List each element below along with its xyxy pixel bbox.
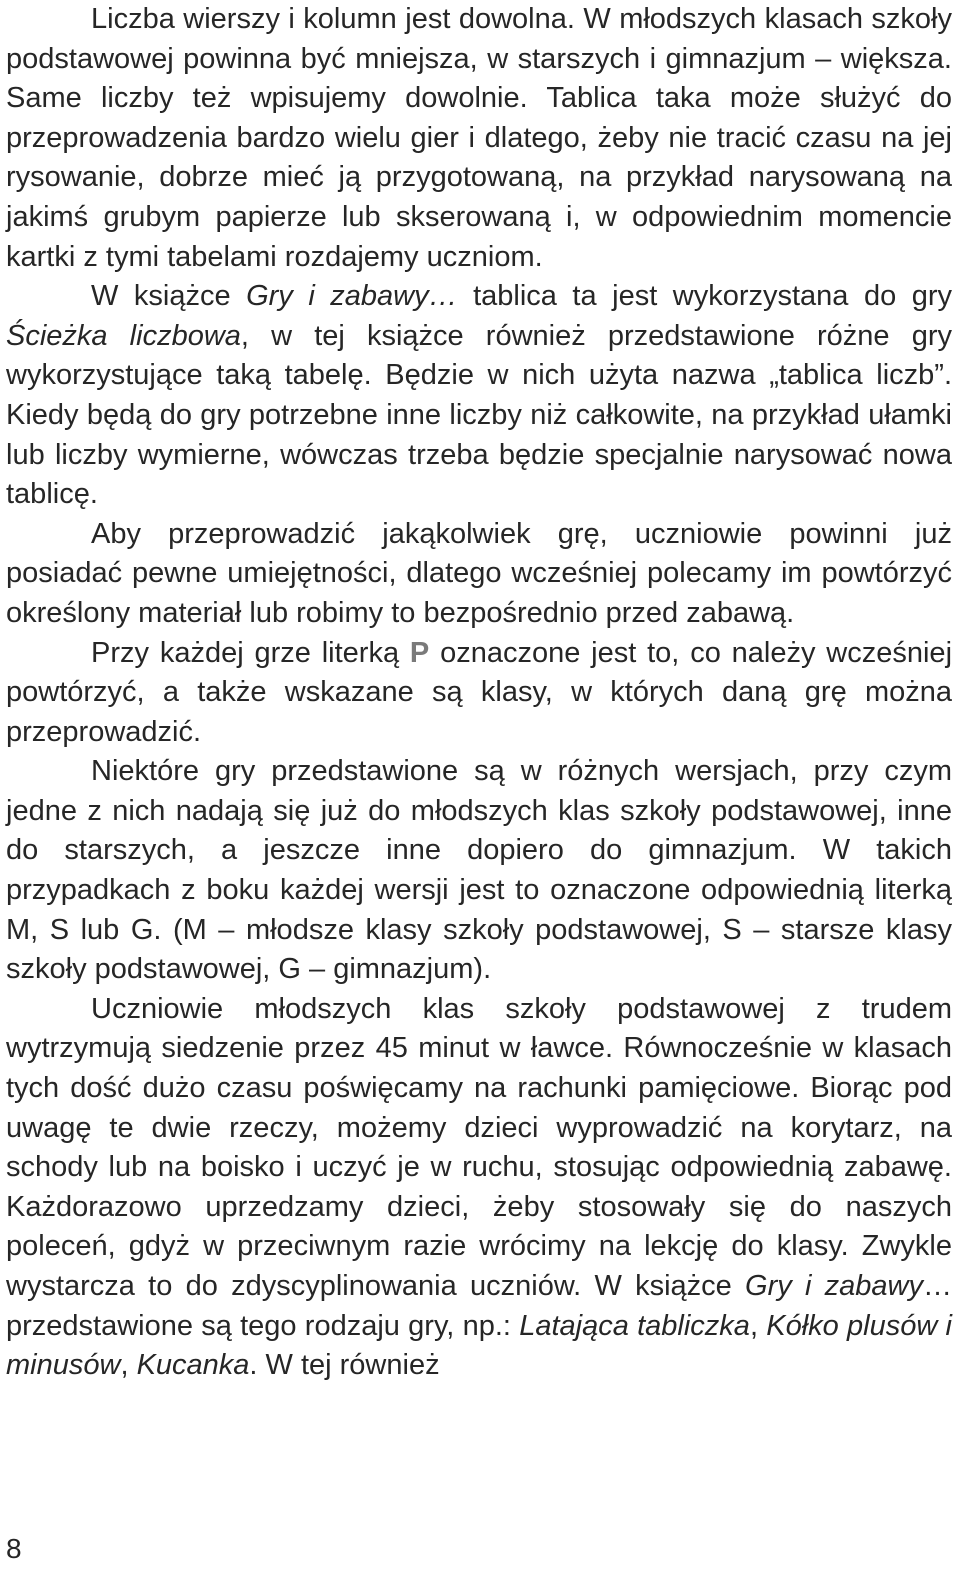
book-title-gry-i-zabawy: Gry i zabawy… xyxy=(246,280,458,313)
game-title-kolko-plusow-i-minusow: Kółko plusów i minusów xyxy=(6,1309,952,1382)
separator-1: , xyxy=(749,1309,767,1342)
paragraph-6-part3: . W tej również xyxy=(249,1349,440,1382)
page-body xyxy=(6,0,952,1386)
paragraph-6-part2: … przedstawione są tego rodzaju gry, np.: xyxy=(6,1270,952,1342)
paragraph-2-part2: tablica ta jest wykorzystana do gry xyxy=(457,280,952,313)
paragraph-6-part1: Uczniowie młodszych klas szkoły podstawowej z trudem wytrzymują siedzenie przez 45 minut w ławce. Równocześnie w klasach tych dość dużo czasu poświęcamy na rachunki pamięciowe. Biorąc pod uwagę te dwie rzeczy, możemy dzieci wyprowadzić na korytarz, na schody lub na boisko i uczyć je w ruchu, stosując odpowiednią zabawę. Każdorazowo uprzedzamy dzieci, żeby stosowały się do naszych poleceń, gdyż w przeciwnym razie wrócimy na lekcję do klasy. Zwykle wystarcza to do zdyscyplinowania uczniów. W książce xyxy=(6,992,952,1302)
game-title-kucanka: Kucanka xyxy=(136,1349,250,1382)
paragraph-1 xyxy=(6,0,952,277)
paragraph-1-text: Liczba wierszy i kolumn jest dowolna. W młodszych klasach szkoły podstawowej powinna być mniejsza, w starszych i gimnazjum – większa. Same liczby też wpisujemy dowolnie. Tablica taka może służyć do przeprowadzenia bardzo wielu gier i dlatego, żeby nie tracić czasu na jej rysowanie, dobrze mieć ją przygotowaną, na przykład narysowaną na jakimś grubym papierze lub skserowaną i, w odpowiednim momencie kartki z tymi tabelami rozdajemy uczniom. xyxy=(6,3,952,273)
paragraph-5-text: Niektóre gry przedstawione są w różnych wersjach, przy czym jedne z nich nadają się już do młodszych klas szkoły podstawowej, inne do starszych, a jeszcze inne dopiero do gimnazjum. W takich przypadkach z boku każdej wersji jest to oznaczone odpowiednią literką M, S lub G. (M – młodsze klasy szkoły podstawowej, S – starsze klasy szkoły podstawowej, G – gimnazjum). xyxy=(6,755,952,986)
page-number: 8 xyxy=(6,1533,22,1564)
paragraph-2-part3: , w tej książce również przedstawione różne gry wykorzystujące taką tabelę. Będzie w nich użyta nazwa „tablica liczb”. Kiedy będą do gry potrzebne inne liczby niż całkowite, na przykład ułamki lub liczby wymierne, wówczas trzeba będzie specjalnie narysować nowa tablicę. xyxy=(6,319,952,511)
game-title-latajaca-tabliczka: Latająca tabliczka xyxy=(519,1309,750,1342)
paragraph-3 xyxy=(6,515,952,634)
book-title-gry-i-zabawy-2: Gry i zabawy xyxy=(745,1270,923,1302)
separator-2: , xyxy=(120,1349,137,1382)
paragraph-6 xyxy=(6,990,952,1386)
paragraph-4 xyxy=(6,634,952,753)
game-title-sciezka-liczbowa: Ścieżka liczbowa xyxy=(6,319,241,352)
paragraph-2-part1: W książce xyxy=(91,280,247,313)
letter-p-marker: P xyxy=(409,636,430,669)
paragraph-4-part1: Przy każdej grze literką xyxy=(91,636,410,669)
paragraph-3-text: Aby przeprowadzić jakąkolwiek grę, uczniowie powinni już posiadać pewne umiejętności, dlatego wcześniej polecamy im powtórzyć określony materiał lub robimy to bezpośrednio przed zabawą. xyxy=(6,517,952,629)
paragraph-4-part2: oznaczone jest to, co należy wcześniej powtórzyć, a także wskazane są klasy, w których daną grę można przeprowadzić. xyxy=(6,636,953,748)
paragraph-2 xyxy=(6,277,952,515)
paragraph-5 xyxy=(6,752,952,990)
